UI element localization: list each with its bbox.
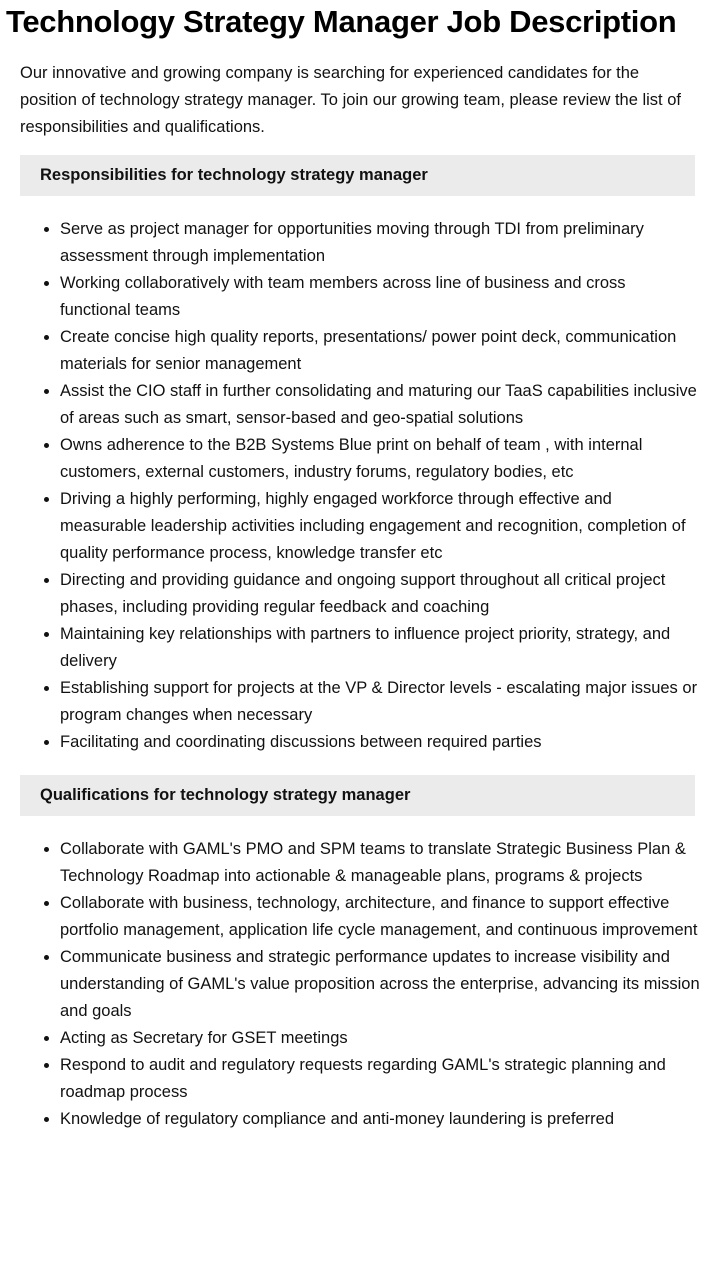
- qualifications-heading: Qualifications for technology strategy manager: [20, 775, 695, 816]
- list-item: • Collaborate with business, technology, architecture, and finance to support effective portfolio management, application life cycle management, and continuous improvement: [60, 890, 700, 944]
- list-item: • Driving a highly performing, highly engaged workforce through effective and measurable leadership activities including engagement and recognition, completion of quality performance process, knowledge transfer etc: [60, 486, 700, 567]
- list-item: • Assist the CIO staff in further consolidating and maturing our TaaS capabilities inclusive of areas such as smart, sensor-based and geo-spatial solutions: [60, 378, 700, 432]
- list-item: • Establishing support for projects at the VP & Director levels - escalating major issues or program changes when necessary: [60, 675, 700, 729]
- list-item: • Knowledge of regulatory compliance and anti-money laundering is preferred: [60, 1106, 700, 1133]
- intro-text: Our innovative and growing company is searching for experienced candidates for the position of technology strategy manager. To join our growing team, please review the list of responsibilities and qualifications.: [20, 64, 681, 136]
- list-item: • Acting as Secretary for GSET meetings: [60, 1025, 700, 1052]
- list-item: • Directing and providing guidance and ongoing support throughout all critical project phases, including providing regular feedback and coaching: [60, 567, 700, 621]
- list-item: • Facilitating and coordinating discussions between required parties: [60, 729, 700, 756]
- responsibilities-heading: Responsibilities for technology strategy manager: [20, 155, 695, 196]
- qualifications-list: [20, 836, 700, 1133]
- list-item: • Communicate business and strategic performance updates to increase visibility and understanding of GAML's value proposition across the enterprise, advancing its mission and goals: [60, 944, 700, 1025]
- page-title: Technology Strategy Manager Job Description: [6, 4, 677, 39]
- list-item: • Create concise high quality reports, presentations/ power point deck, communication materials for senior management: [60, 324, 700, 378]
- list-item: • Collaborate with GAML's PMO and SPM teams to translate Strategic Business Plan & Technology Roadmap into actionable & manageable plans, programs & projects: [60, 836, 700, 890]
- list-item: • Owns adherence to the B2B Systems Blue print on behalf of team , with internal customers, external customers, industry forums, regulatory bodies, etc: [60, 432, 700, 486]
- list-item: • Serve as project manager for opportunities moving through TDI from preliminary assessment through implementation: [60, 216, 700, 270]
- list-item: • Working collaboratively with team members across line of business and cross functional teams: [60, 270, 700, 324]
- list-item: • Respond to audit and regulatory requests regarding GAML's strategic planning and roadmap process: [60, 1052, 700, 1106]
- responsibilities-list: [20, 216, 700, 756]
- list-item: • Maintaining key relationships with partners to influence project priority, strategy, and delivery: [60, 621, 700, 675]
